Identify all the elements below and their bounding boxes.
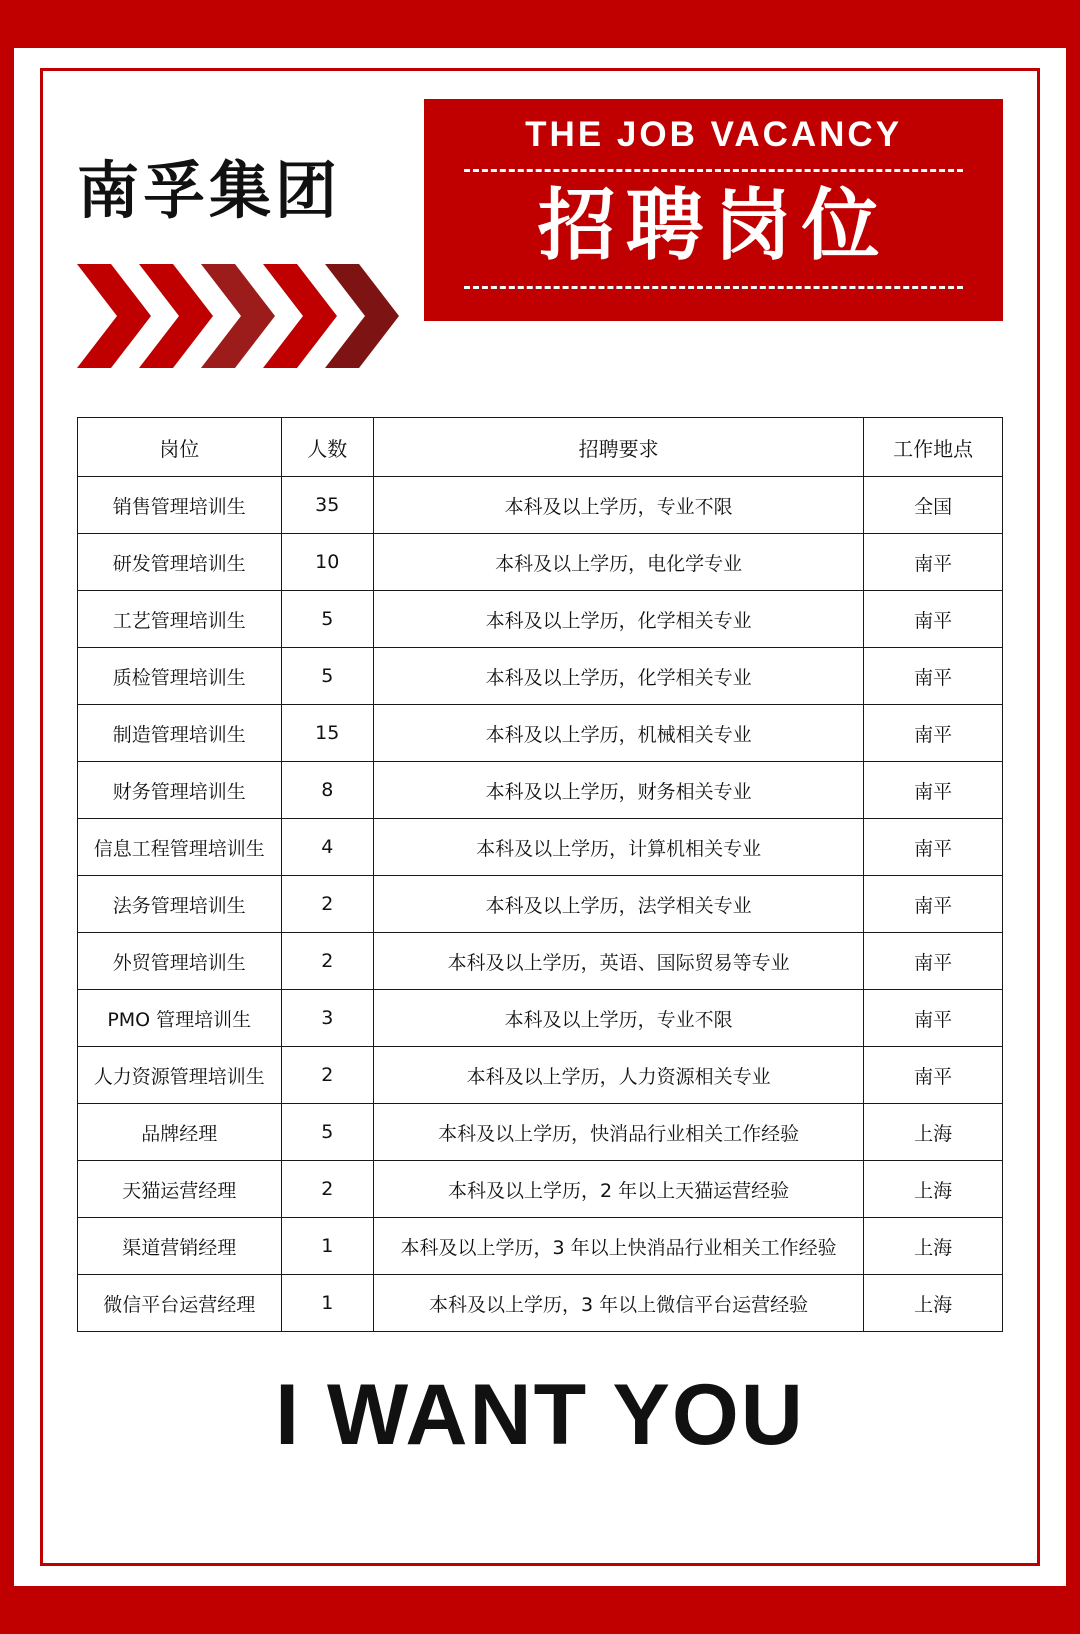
cell-location: 上海 [864, 1275, 1003, 1332]
cell-post: 销售管理培训生 [78, 477, 282, 534]
cell-requirement: 本科及以上学历，3 年以上快消品行业相关工作经验 [374, 1218, 864, 1275]
chevron-arrow-icon [325, 264, 399, 368]
table-row [78, 591, 1003, 648]
jobs-table [77, 417, 1003, 1332]
banner-divider-top [464, 169, 963, 172]
cell-count: 15 [281, 705, 374, 762]
cell-requirement: 本科及以上学历，法学相关专业 [374, 876, 864, 933]
table-row [78, 1275, 1003, 1332]
brand-block [77, 99, 424, 374]
cell-count: 1 [281, 1275, 374, 1332]
table-row [78, 477, 1003, 534]
cell-post: 财务管理培训生 [78, 762, 282, 819]
table-row [78, 933, 1003, 990]
table-row [78, 1047, 1003, 1104]
cell-requirement: 本科及以上学历，电化学专业 [374, 534, 864, 591]
cell-post: 研发管理培训生 [78, 534, 282, 591]
cell-count: 2 [281, 1161, 374, 1218]
cell-post: 人力资源管理培训生 [78, 1047, 282, 1104]
cell-post: 品牌经理 [78, 1104, 282, 1161]
cell-location: 南平 [864, 819, 1003, 876]
cell-count: 1 [281, 1218, 374, 1275]
table-row [78, 762, 1003, 819]
cell-post: 信息工程管理培训生 [78, 819, 282, 876]
cell-count: 10 [281, 534, 374, 591]
cell-count: 2 [281, 933, 374, 990]
cell-requirement: 本科及以上学历，3 年以上微信平台运营经验 [374, 1275, 864, 1332]
cell-requirement: 本科及以上学历，人力资源相关专业 [374, 1047, 864, 1104]
cell-post: 制造管理培训生 [78, 705, 282, 762]
cell-requirement: 本科及以上学历，机械相关专业 [374, 705, 864, 762]
cell-location: 南平 [864, 591, 1003, 648]
cell-location: 南平 [864, 648, 1003, 705]
cell-location: 南平 [864, 1047, 1003, 1104]
cell-count: 2 [281, 1047, 374, 1104]
cell-requirement: 本科及以上学历，专业不限 [374, 477, 864, 534]
cell-count: 2 [281, 876, 374, 933]
cell-location: 上海 [864, 1218, 1003, 1275]
cell-location: 南平 [864, 534, 1003, 591]
cell-post: 质检管理培训生 [78, 648, 282, 705]
table-row [78, 990, 1003, 1047]
cell-count: 4 [281, 819, 374, 876]
cell-requirement: 本科及以上学历，英语、国际贸易等专业 [374, 933, 864, 990]
cell-count: 3 [281, 990, 374, 1047]
table-row [78, 1104, 1003, 1161]
cell-count: 8 [281, 762, 374, 819]
jobs-table-wrapper [77, 417, 1003, 1332]
poster-inner-frame [40, 68, 1040, 1566]
call-to-action-text: I WANT YOU [275, 1367, 805, 1463]
table-row [78, 876, 1003, 933]
column-header-requirement: 招聘要求 [374, 418, 864, 477]
cell-location: 南平 [864, 705, 1003, 762]
cell-count: 35 [281, 477, 374, 534]
cell-requirement: 本科及以上学历，化学相关专业 [374, 591, 864, 648]
table-row [78, 819, 1003, 876]
company-name: 南孚集团 [77, 154, 342, 227]
cell-count: 5 [281, 591, 374, 648]
table-row [78, 648, 1003, 705]
cell-requirement: 本科及以上学历，专业不限 [374, 990, 864, 1047]
cell-post: 法务管理培训生 [78, 876, 282, 933]
banner-chinese-title: 招聘岗位 [537, 181, 890, 271]
cell-post: 工艺管理培训生 [78, 591, 282, 648]
column-header-location: 工作地点 [864, 418, 1003, 477]
cell-requirement: 本科及以上学历，化学相关专业 [374, 648, 864, 705]
cell-location: 上海 [864, 1161, 1003, 1218]
cell-count: 5 [281, 648, 374, 705]
banner-english-title: THE JOB VACANCY [525, 115, 903, 154]
table-row [78, 705, 1003, 762]
cell-location: 南平 [864, 933, 1003, 990]
cell-count: 5 [281, 1104, 374, 1161]
poster-footer [77, 1366, 1003, 1465]
cell-post: 外贸管理培训生 [78, 933, 282, 990]
cell-requirement: 本科及以上学历，2 年以上天猫运营经验 [374, 1161, 864, 1218]
chevron-arrows-decoration [77, 264, 424, 374]
cell-post: 天猫运营经理 [78, 1161, 282, 1218]
cell-location: 南平 [864, 990, 1003, 1047]
cell-post: 渠道营销经理 [78, 1218, 282, 1275]
cell-requirement: 本科及以上学历，快消品行业相关工作经验 [374, 1104, 864, 1161]
banner-divider-bottom [464, 286, 963, 289]
column-header-post: 岗位 [78, 418, 282, 477]
cell-location: 南平 [864, 762, 1003, 819]
table-row [78, 1161, 1003, 1218]
title-banner [424, 99, 1003, 321]
cell-post: 微信平台运营经理 [78, 1275, 282, 1332]
table-row [78, 534, 1003, 591]
cell-requirement: 本科及以上学历，计算机相关专业 [374, 819, 864, 876]
poster-content [43, 71, 1037, 1563]
cell-location: 全国 [864, 477, 1003, 534]
cell-location: 南平 [864, 876, 1003, 933]
table-row [78, 1218, 1003, 1275]
cell-post: PMO 管理培训生 [78, 990, 282, 1047]
cell-requirement: 本科及以上学历，财务相关专业 [374, 762, 864, 819]
cell-location: 上海 [864, 1104, 1003, 1161]
jobs-table-body [78, 477, 1003, 1332]
table-header-row [78, 418, 1003, 477]
column-header-count: 人数 [281, 418, 374, 477]
poster-header [77, 99, 1003, 399]
